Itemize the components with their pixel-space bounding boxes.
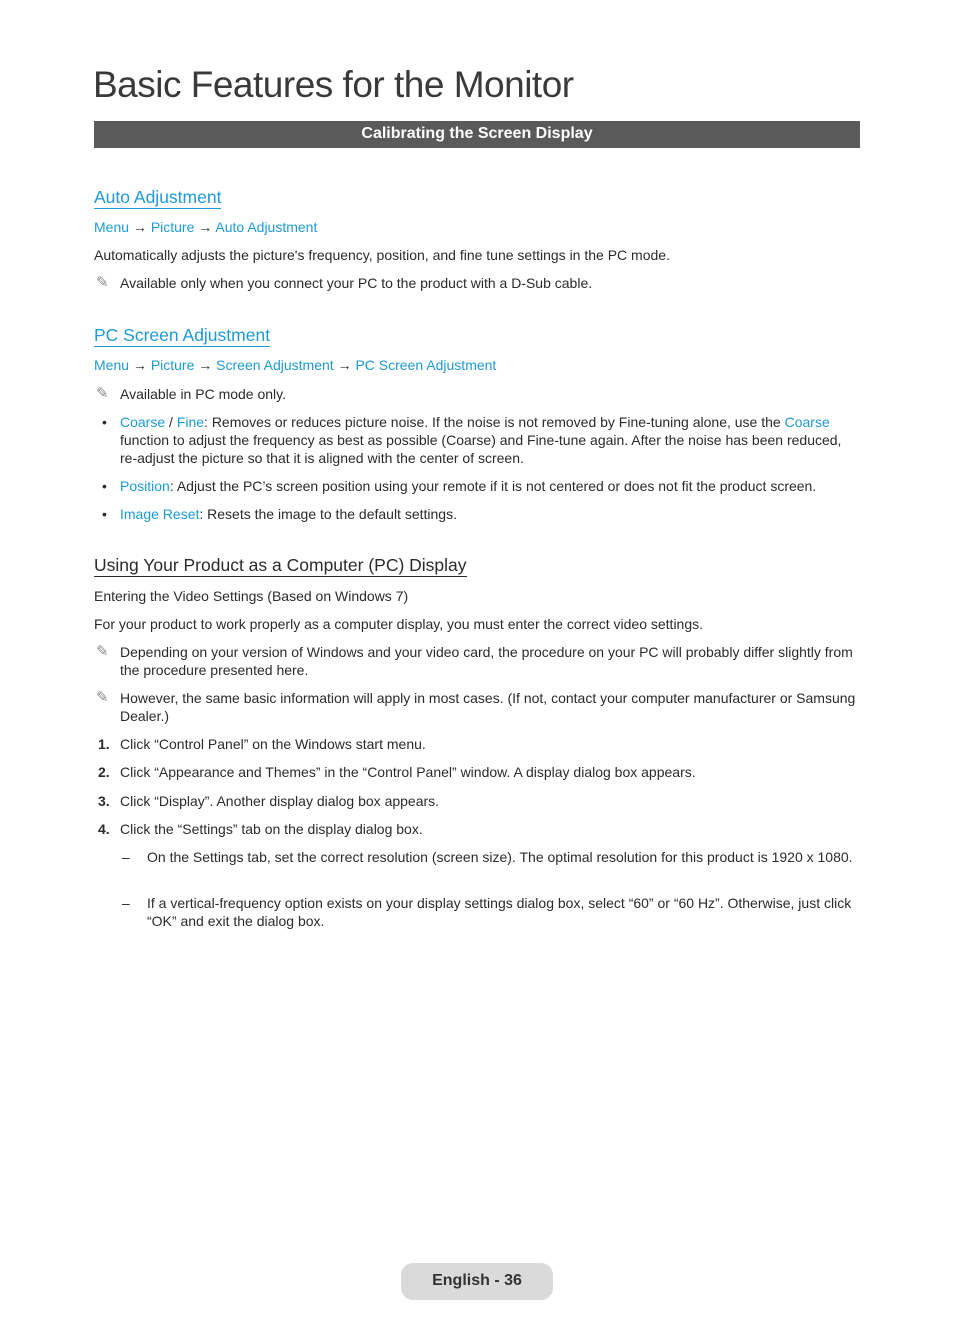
bullet-icon: •	[102, 414, 107, 430]
computer-display-heading: Using Your Product as a Computer (PC) Display	[94, 555, 467, 575]
step-number: 3.	[98, 793, 110, 809]
auto-adjustment-menu-path	[94, 219, 317, 235]
arrow-icon: →	[337, 357, 352, 373]
arrow-icon: →	[132, 219, 147, 235]
sub-step-text: If a vertical-frequency option exists on your display settings dialog box, select “60” or “60 Hz”. Otherwise, just click “OK” and exit the dialog box.	[147, 895, 852, 929]
dash-icon: –	[122, 895, 130, 911]
list-item	[94, 505, 860, 523]
page-number-badge: English - 36	[401, 1263, 553, 1300]
step-text: Click “Display”. Another display dialog box appears.	[120, 793, 440, 809]
step-text: Click the “Settings” tab on the display dialog box.	[120, 821, 423, 837]
description: : Adjust the PC’s screen position using your remote if it is not centered or does not fit the product screen.	[169, 478, 817, 494]
list-item-text	[120, 505, 860, 523]
arrow-icon: →	[198, 357, 213, 373]
description: function to adjust the frequency as best as possible (Coarse) and Fine-tune again. After the noise has been reduced, re-adjust the picture so that it is aligned with the center of screen.	[120, 432, 842, 466]
term-image-reset: Image Reset	[120, 506, 200, 522]
section-header-bar: Calibrating the Screen Display	[94, 121, 860, 148]
dash-icon: –	[122, 849, 130, 865]
step-number: 2.	[98, 764, 110, 780]
pencil-icon: ✎	[96, 642, 109, 660]
menu-path-item: Screen Adjustment	[216, 357, 334, 373]
menu-path-item: Menu	[94, 219, 130, 235]
list-item-text	[120, 477, 860, 495]
pc-screen-adjustment-menu-path	[94, 357, 496, 373]
auto-adjustment-heading: Auto Adjustment	[94, 187, 222, 207]
numbered-step	[94, 735, 860, 753]
menu-path-item: Menu	[94, 357, 130, 373]
menu-path-item: Auto Adjustment	[215, 219, 318, 235]
intro-text: For your product to work properly as a computer display, you must enter the correct video settings.	[94, 616, 704, 632]
arrow-icon: →	[132, 357, 147, 373]
menu-path-item: Picture	[150, 219, 195, 235]
note-text: Available only when you connect your PC to the product with a D-Sub cable.	[120, 275, 593, 291]
bullet-icon: •	[102, 478, 107, 494]
list-item	[94, 477, 860, 495]
numbered-step	[94, 763, 860, 781]
separator: /	[165, 414, 177, 430]
list-item	[94, 413, 860, 467]
term-fine: Fine	[176, 414, 205, 430]
note	[94, 689, 860, 725]
menu-path-item: PC Screen Adjustment	[355, 357, 497, 373]
term-position: Position	[120, 478, 170, 494]
numbered-step	[94, 820, 860, 838]
step-text: Click “Control Panel” on the Windows start menu.	[120, 736, 426, 752]
step-number: 4.	[98, 821, 110, 837]
sub-step-text: On the Settings tab, set the correct resolution (screen size). The optimal resolution for this product is 1920 x 1080.	[147, 849, 853, 865]
pc-screen-adjustment-heading: PC Screen Adjustment	[94, 325, 271, 345]
auto-adjustment-description: Automatically adjusts the picture's frequency, position, and fine tune settings in the PC mode.	[94, 247, 670, 263]
note-text: Available in PC mode only.	[120, 386, 287, 402]
intro-text: Entering the Video Settings (Based on Windows 7)	[94, 588, 409, 604]
term-coarse: Coarse	[120, 414, 166, 430]
list-item-text	[120, 413, 860, 467]
sub-step	[120, 848, 860, 866]
step-text: Click “Appearance and Themes” in the “Control Panel” window. A display dialog box appears.	[120, 764, 696, 780]
pencil-icon: ✎	[96, 688, 109, 706]
page-title: Basic Features for the Monitor	[93, 64, 574, 105]
term-coarse: Coarse	[784, 414, 830, 430]
sub-step	[120, 894, 860, 930]
numbered-step	[94, 792, 860, 810]
note	[94, 274, 860, 292]
note-text: However, the same basic information will apply in most cases. (If not, contact your computer manufacturer or Samsung Dealer.)	[120, 690, 856, 724]
pencil-icon: ✎	[96, 384, 109, 402]
menu-path-item: Picture	[150, 357, 195, 373]
arrow-icon: →	[198, 219, 213, 235]
step-number: 1.	[98, 736, 110, 752]
note	[94, 385, 860, 403]
bullet-icon: •	[102, 506, 107, 522]
pencil-icon: ✎	[96, 273, 109, 291]
description: : Removes or reduces picture noise. If the noise is not removed by Fine-tuning alone, use the	[204, 414, 785, 430]
description: : Resets the image to the default settings.	[199, 506, 457, 522]
note	[94, 643, 860, 679]
note-text: Depending on your version of Windows and your video card, the procedure on your PC will probably differ slightly from the procedure presented here.	[120, 644, 853, 678]
